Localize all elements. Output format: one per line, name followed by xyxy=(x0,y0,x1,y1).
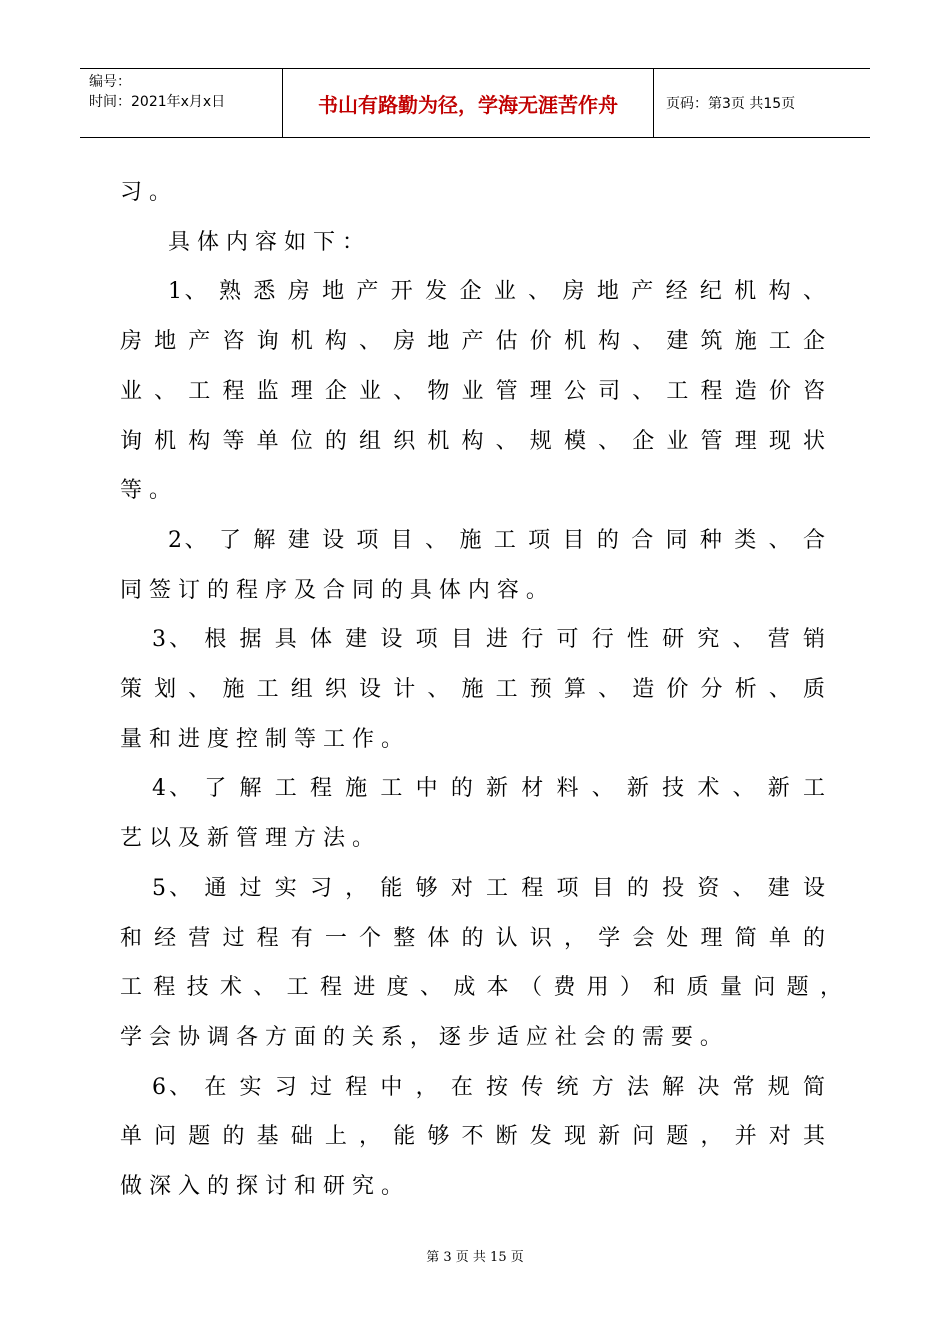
body-line: 询 机 构 等 单 位 的 组 织 机 构 、 规 模 、 企 业 管 理 现 状 xyxy=(120,428,825,454)
body-line: 房 地 产 咨 询 机 构 、 房 地 产 估 价 机 构 、 建 筑 施 工 企 xyxy=(120,329,825,355)
header-meta xyxy=(80,69,283,137)
body-line: 等 。 xyxy=(120,478,171,504)
body-line: 1、 熟 悉 房 地 产 开 发 企 业 、 房 地 产 经 纪 机 构 、 xyxy=(168,279,825,305)
body-line: 2、 了 解 建 设 项 目 、 施 工 项 目 的 合 同 种 类 、 合 xyxy=(168,527,825,553)
header-motto: 书山有路勤为径，学海无涯苦作舟 xyxy=(283,69,654,137)
body-line: 6、 在 实 习 过 程 中 ， 在 按 传 统 方 法 解 决 常 规 简 xyxy=(152,1074,825,1100)
body-line: 习 。 xyxy=(120,180,171,205)
page-footer xyxy=(0,1246,950,1265)
body-line: 同 签 订 的 程 序 及 合 同 的 具 体 内 容 。 xyxy=(120,577,548,603)
body-line: 做 深 入 的 探 讨 和 研 究 。 xyxy=(120,1174,403,1200)
serial-label: 编号： xyxy=(89,74,131,90)
body-line: 3、 根 据 具 体 建 设 项 目 进 行 可 行 性 研 究 、 营 销 xyxy=(152,627,825,653)
body-line: 5、 通 过 实 习 ， 能 够 对 工 程 项 目 的 投 资 、 建 设 xyxy=(152,875,825,901)
body-line: 具 体 内 容 如 下 ： xyxy=(168,229,364,255)
body-line: 量 和 进 度 控 制 等 工 作 。 xyxy=(120,726,403,752)
body-line: 策 划 、 施 工 组 织 设 计 、 施 工 预 算 、 造 价 分 析 、 质 xyxy=(120,677,825,703)
page-header xyxy=(80,68,870,138)
body-line: 艺 以 及 新 管 理 方 法 。 xyxy=(120,826,374,852)
time-label: 时间：2021年x月x日 xyxy=(89,94,226,110)
body-line: 和 经 营 过 程 有 一 个 整 体 的 认 识 ， 学 会 处 理 简 单 的 xyxy=(120,925,825,951)
body-line: 单 问 题 的 基 础 上 ， 能 够 不 断 发 现 新 问 题 ， 并 对 其 xyxy=(120,1124,825,1150)
body-line: 学 会 协 调 各 方 面 的 关 系 ， 逐 步 适 应 社 会 的 需 要 。 xyxy=(120,1024,722,1050)
footer-page-number: 第 3 页 共 15 页 xyxy=(426,1250,524,1265)
header-page-info: 页码：第3页 共15页 xyxy=(666,96,796,112)
body-line: 工 程 技 术 、 工 程 进 度 、 成 本 （ 费 用 ） 和 质 量 问 题 ， xyxy=(120,975,842,1001)
body-line: 4、 了 解 工 程 施 工 中 的 新 材 料 、 新 技 术 、 新 工 xyxy=(152,776,825,802)
body-line: 业 、 工 程 监 理 企 业 、 物 业 管 理 公 司 、 工 程 造 价 咨 xyxy=(120,378,825,404)
document-body xyxy=(120,168,842,1212)
